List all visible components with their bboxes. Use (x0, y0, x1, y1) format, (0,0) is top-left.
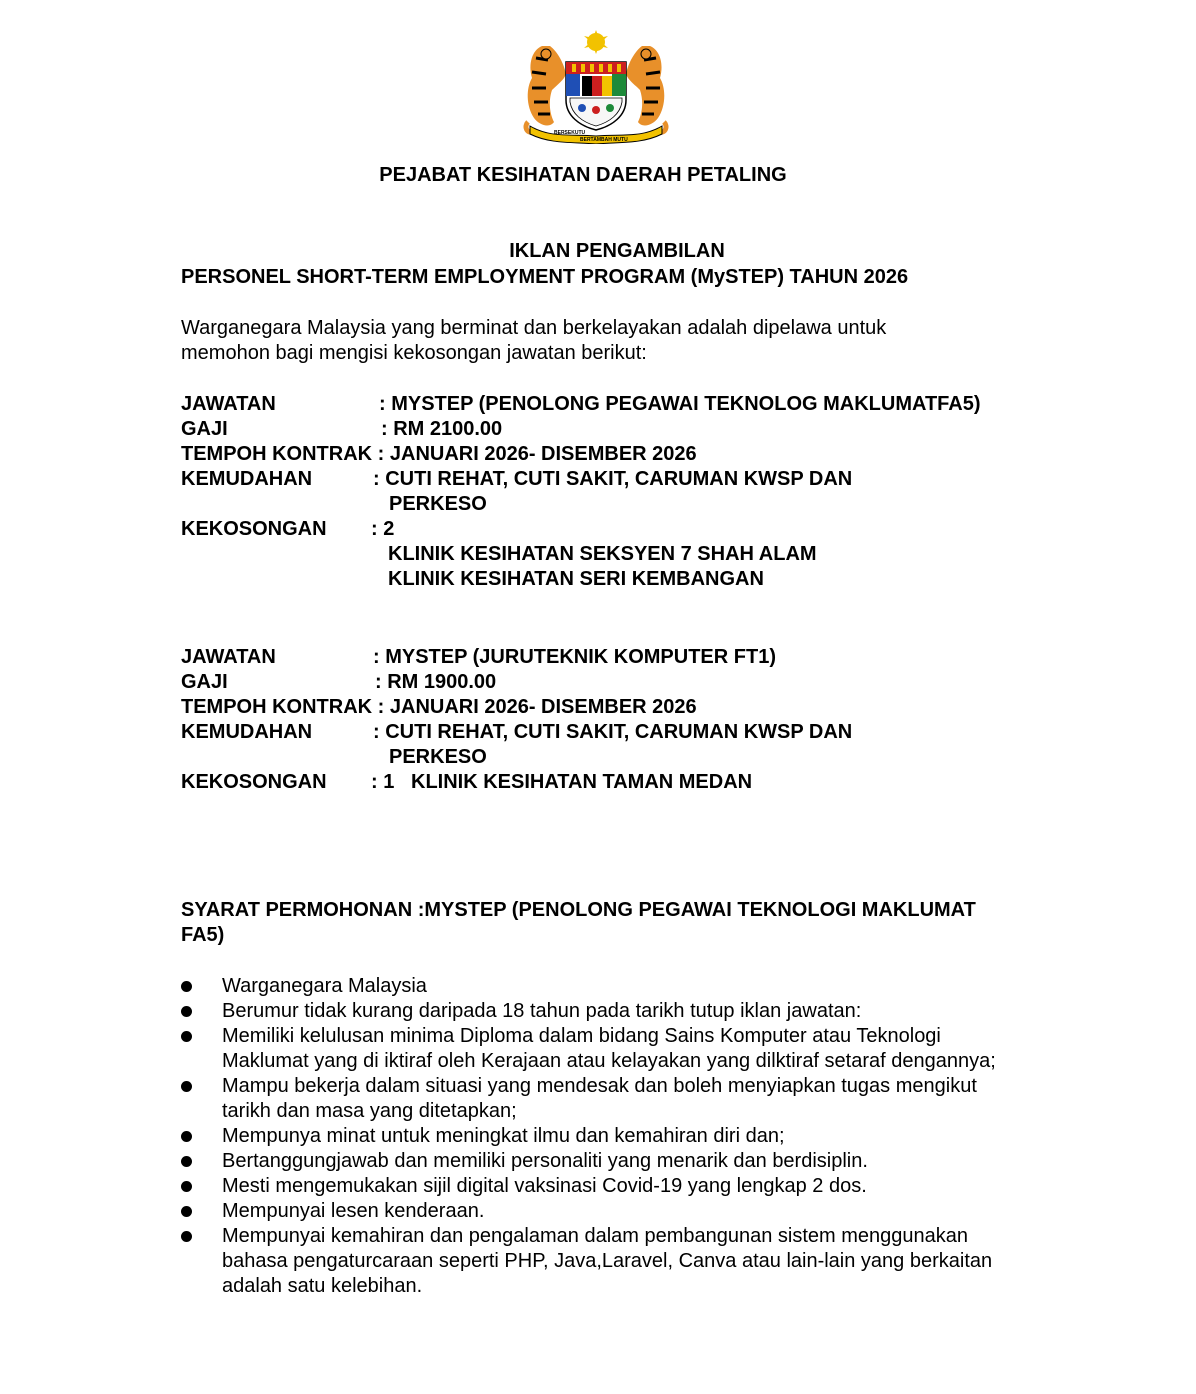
job-1-kemudahan-label: KEMUDAHAN (181, 468, 313, 490)
shield-icon (566, 62, 626, 130)
job-2-kemudahan-label: KEMUDAHAN (181, 721, 313, 743)
requirement-text: Mampu bekerja dalam situasi yang mendesak dan boleh menyiapkan tugas mengikut tarikh dan masa yang ditetapkan; (222, 1075, 977, 1122)
bullet-icon (181, 1181, 192, 1192)
requirement-text: Memiliki kelulusan minima Diploma dalam bidang Sains Komputer atau Teknologi Maklumat yang di iktiraf oleh Kerajaan atau kelayakan yang dilktiraf setaraf dengannya; (222, 1025, 996, 1072)
job-1-kemudahan-value: : CUTI REHAT, CUTI SAKIT, CARUMAN KWSP DAN (373, 468, 853, 490)
requirement-text: Mesti mengemukakan sijil digital vaksinasi Covid-19 yang lengkap 2 dos. (222, 1175, 867, 1197)
job-1-kekosongan-label: KEKOSONGAN (181, 518, 327, 540)
job-1-kemudahan-cont: PERKESO (389, 493, 487, 515)
intro-line-2: memohon bagi mengisi kekosongan jawatan berikut: (181, 342, 647, 364)
program-title: PERSONEL SHORT-TERM EMPLOYMENT PROGRAM (MySTEP) TAHUN 2026 (181, 266, 909, 288)
requirement-text: Warganegara Malaysia (222, 975, 427, 997)
job-1-jawatan-row (181, 392, 1041, 417)
bullet-icon (181, 1081, 192, 1092)
malaysia-coat-of-arms-logo (520, 30, 672, 144)
job-1-location-row-1 (181, 542, 1041, 567)
office-heading: PEJABAT KESIHATAN DAERAH PETALING (379, 164, 787, 186)
bullet-icon (181, 1231, 192, 1242)
requirement-text: Mempunya minat untuk meningkat ilmu dan kemahiran diri dan; (222, 1125, 785, 1147)
job-block-2 (181, 645, 1041, 795)
tiger-left-icon (526, 46, 566, 132)
list-item (181, 1124, 1021, 1149)
star-icon (584, 30, 608, 56)
job-2-tempoh-row (181, 695, 1041, 720)
job-2-jawatan-value: : MYSTEP (JURUTEKNIK KOMPUTER FT1) (373, 646, 776, 668)
list-item (181, 1149, 1021, 1174)
list-item (181, 1224, 1021, 1299)
job-1-location-row-2 (181, 567, 1041, 592)
job-2-tempoh: TEMPOH KONTRAK : JANUARI 2026- DISEMBER 2026 (181, 696, 697, 718)
job-2-kekosongan-row (181, 770, 1041, 795)
bullet-icon (181, 1131, 192, 1142)
bullet-icon (181, 1006, 192, 1017)
job-2-gaji-value: : RM 1900.00 (375, 671, 497, 693)
job-1-kekosongan-row (181, 517, 1041, 542)
intro-paragraph (181, 316, 886, 366)
job-2-kekosongan-label: KEKOSONGAN (181, 771, 327, 793)
job-1-tempoh-row (181, 442, 1041, 467)
job-1-tempoh: TEMPOH KONTRAK : JANUARI 2026- DISEMBER 2026 (181, 443, 697, 465)
job-1-location-2: KLINIK KESIHATAN SERI KEMBANGAN (388, 568, 764, 590)
requirement-text: Mempunyai lesen kenderaan. (222, 1200, 485, 1222)
requirements-heading: SYARAT PERMOHONAN :MYSTEP (PENOLONG PEGAWAI TEKNOLOGI MAKLUMAT FA5) (181, 899, 976, 946)
job-2-jawatan-label: JAWATAN (181, 646, 276, 668)
job-1-jawatan-value: : MYSTEP (PENOLONG PEGAWAI TEKNOLOG MAKLUMATFA5) (379, 393, 981, 415)
bullet-icon (181, 1031, 192, 1042)
advert-title: IKLAN PENGAMBILAN (509, 240, 725, 262)
job-1-kemudahan-row (181, 467, 1041, 492)
tiger-right-icon (626, 46, 666, 132)
job-1-location-1: KLINIK KESIHATAN SEKSYEN 7 SHAH ALAM (388, 543, 817, 565)
job-2-kemudahan-row (181, 720, 1041, 745)
requirement-text: Berumur tidak kurang daripada 18 tahun pada tarikh tutup iklan jawatan: (222, 1000, 862, 1022)
job-1-gaji-label: GAJI (181, 418, 228, 440)
job-1-jawatan-label: JAWATAN (181, 393, 276, 415)
motto-bottom-text: BERTAMBAH MUTU (580, 137, 628, 143)
job-2-kemudahan-cont-row (181, 745, 1041, 770)
job-2-gaji-label: GAJI (181, 671, 228, 693)
intro-line-1: Warganegara Malaysia yang berminat dan berkelayakan adalah dipelawa untuk (181, 317, 887, 339)
job-block-1 (181, 392, 1041, 592)
list-item (181, 1174, 1021, 1199)
bullet-icon (181, 1206, 192, 1217)
requirement-text: Mempunyai kemahiran dan pengalaman dalam pembangunan sistem menggunakan bahasa pengaturcaraan seperti PHP, Java,Laravel, Canva atau lain-lain yang berkaitan adalah satu kelebihan. (222, 1225, 993, 1297)
bullet-icon (181, 1156, 192, 1167)
list-item (181, 1074, 1021, 1124)
list-item (181, 1199, 1021, 1224)
list-item (181, 974, 1021, 999)
list-item (181, 1024, 1021, 1074)
job-1-kekosongan-value: : 2 (371, 518, 395, 540)
requirements-list (181, 974, 1021, 1299)
job-2-gaji-row (181, 670, 1041, 695)
list-item (181, 999, 1021, 1024)
job-2-kemudahan-value: : CUTI REHAT, CUTI SAKIT, CARUMAN KWSP DAN (373, 721, 853, 743)
job-2-jawatan-row (181, 645, 1041, 670)
requirement-text: Bertanggungjawab dan memiliki personaliti yang menarik dan berdisiplin. (222, 1150, 868, 1172)
job-2-kekosongan-value: : 1 KLINIK KESIHATAN TAMAN MEDAN (371, 771, 753, 793)
job-1-kemudahan-cont-row (181, 492, 1041, 517)
job-2-kemudahan-cont: PERKESO (389, 746, 487, 768)
job-1-gaji-value: : RM 2100.00 (381, 418, 503, 440)
job-1-gaji-row (181, 417, 1041, 442)
motto-left-text: BERSEKUTU (554, 130, 586, 136)
bullet-icon (181, 981, 192, 992)
